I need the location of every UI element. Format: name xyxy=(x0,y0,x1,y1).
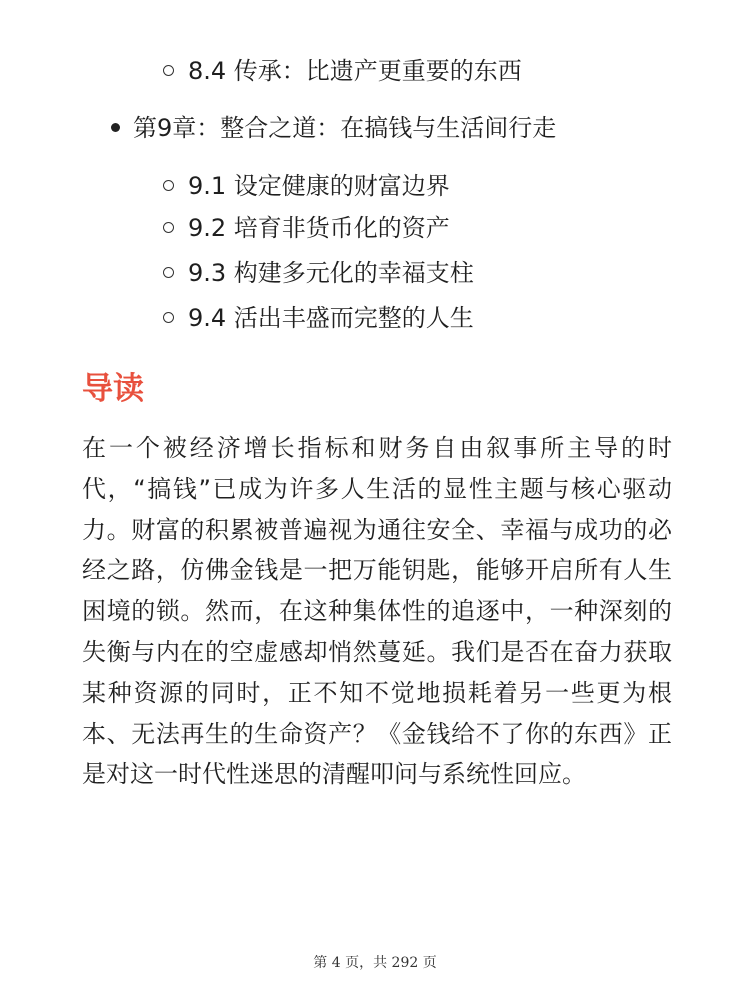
toc-item-9-3-label: 9.3 构建多元化的幸福支柱 xyxy=(188,259,474,287)
toc-item-9-3 xyxy=(163,256,474,290)
page-number-footer: 第 4 页，共 292 页 xyxy=(313,955,437,971)
toc-item-9-2 xyxy=(163,211,450,245)
section-heading: 导读 xyxy=(82,371,144,407)
filled-dot-bullet-icon xyxy=(111,123,120,132)
toc-item-9-1-label: 9.1 设定健康的财富边界 xyxy=(188,172,450,200)
hollow-circle-bullet-icon xyxy=(163,222,174,233)
toc-item-8-4 xyxy=(163,54,522,88)
hollow-circle-bullet-icon xyxy=(163,267,174,278)
hollow-circle-bullet-icon xyxy=(163,65,174,76)
toc-item-8-4-label: 8.4 传承：比遗产更重要的东西 xyxy=(188,57,522,85)
toc-chapter-9 xyxy=(111,111,556,145)
toc-item-9-2-label: 9.2 培育非货币化的资产 xyxy=(188,214,450,242)
hollow-circle-bullet-icon xyxy=(163,180,174,191)
hollow-circle-bullet-icon xyxy=(163,312,174,323)
toc-item-9-4 xyxy=(163,301,474,335)
intro-paragraph: 在一个被经济增长指标和财务自由叙事所主导的时代，“搞钱”已成为许多人生活的显性主题与核心驱动力。财富的积累被普遍视为通往安全、幸福与成功的必经之路，仿佛金钱是一把万能钥匙，能够开启所有人生困境的锁。然而，在这种集体性的追逐中，一种深刻的失衡与内在的空虚感却悄然蔓延。我们是否在奋力获取某种资源的同时，正不知不觉地损耗着另一些更为根本、无法再生的生命资产？《金钱给不了你的东西》正是对这一时代性迷思的清醒叩问与系统性回应。 xyxy=(82,434,672,789)
toc-item-9-1 xyxy=(163,169,450,203)
toc-chapter-9-label: 第9章：整合之道：在搞钱与生活间行走 xyxy=(133,114,557,142)
toc-item-9-4-label: 9.4 活出丰盛而完整的人生 xyxy=(188,304,474,332)
